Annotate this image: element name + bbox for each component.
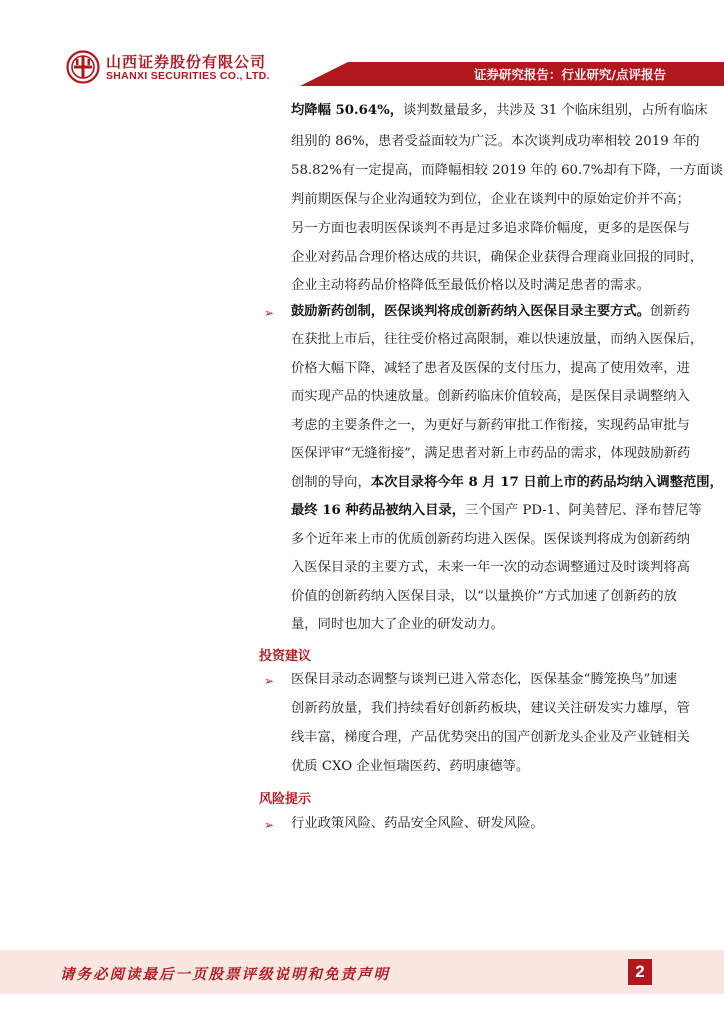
bullet-arrow-icon: ➢ bbox=[264, 306, 275, 320]
text-line: 创新药放量，我们持续看好创新药板块，建议关注研发实力雄厚，管 bbox=[291, 701, 690, 716]
text-line: 医保评审“无缝衔接”，满足患者对新上市药品的需求，体现鼓励新药 bbox=[291, 446, 691, 461]
report-footer bbox=[0, 950, 724, 1024]
bullet-arrow-icon: ➢ bbox=[264, 674, 275, 688]
shanxi-securities-logo-icon bbox=[66, 50, 100, 84]
text-line: 在获批上市后，往往受价格过高限制，难以快速放量，而纳入医保后， bbox=[291, 332, 704, 347]
text-line: 而实现产品的快速放量。创新药临床价值较高，是医保目录调整纳入 bbox=[291, 389, 690, 404]
text-line: 医保目录动态调整与谈判已进入常态化，医保基金“腾笼换鸟”加速 bbox=[291, 672, 677, 687]
text-line: 组别的 86%，患者受益面较为广泛。本次谈判成功率相较 2019 年的 bbox=[291, 134, 700, 149]
section-title-investment: 投资建议 bbox=[259, 649, 312, 664]
text-line: 考虑的主要条件之一，为更好与新药审批工作衔接，实现药品审批与 bbox=[291, 418, 690, 433]
company-name-en: SHANXI SECURITIES CO., LTD. bbox=[106, 70, 270, 82]
text-line: 入医保目录的主要方式，未来一年一次的动态调整通过及时谈判将高 bbox=[291, 560, 690, 575]
text-line: 企业对药品合理价格达成的共识，确保企业获得合理商业回报的同时， bbox=[291, 250, 704, 265]
text-line: 量，同时也加大了企业的研发动力。 bbox=[291, 617, 504, 632]
text-run: 谈判数量最多，共涉及 31 个临床组别，占所有临床 bbox=[403, 103, 708, 118]
text-run: 创制的导向， bbox=[291, 475, 371, 490]
report-type-label: 证券研究报告：行业研究/点评报告 bbox=[473, 67, 666, 82]
text-line: 优质 CXO 企业恒瑞医药、药明康德等。 bbox=[291, 759, 530, 774]
bold-phrase: 鼓励新药创制，医保谈判将成创新药纳入医保目录主要方式。 bbox=[291, 304, 651, 319]
bold-phrase: 最终 16 种药品被纳入目录， bbox=[291, 503, 466, 518]
text-line bbox=[291, 503, 702, 519]
bold-phrase: 均降幅 50.64%， bbox=[291, 103, 404, 118]
text-line: 行业政策风险、药品安全风险、研发风险。 bbox=[291, 816, 544, 831]
text-line bbox=[291, 475, 723, 491]
text-line bbox=[291, 103, 708, 119]
company-name-cn: 山西证券股份有限公司 bbox=[106, 53, 267, 71]
page-number: 2 bbox=[628, 959, 652, 985]
section-title-risk: 风险提示 bbox=[259, 792, 312, 807]
bullet-arrow-icon: ➢ bbox=[264, 818, 275, 832]
disclaimer-text: 请务必阅读最后一页股票评级说明和免责声明 bbox=[60, 966, 390, 983]
report-header bbox=[0, 0, 724, 92]
text-run: 三个国产 PD-1、阿美替尼、泽布替尼等 bbox=[465, 503, 702, 518]
text-run: 创新药 bbox=[650, 304, 690, 319]
text-line bbox=[291, 304, 690, 320]
text-line: 企业主动将药品价格降低至最低价格以及时满足患者的需求。 bbox=[291, 278, 651, 293]
text-line: 另一方面也表明医保谈判不再是过多追求降价幅度，更多的是医保与 bbox=[291, 221, 690, 236]
text-line: 多个近年来上市的优质创新药均进入医保。医保谈判将成为创新药纳 bbox=[291, 532, 690, 547]
text-line: 价格大幅下降，减轻了患者及医保的支付压力，提高了使用效率，进 bbox=[291, 361, 690, 376]
bold-phrase: 本次目录将今年 8 月 17 日前上市的药品均纳入调整范围， bbox=[370, 475, 723, 490]
text-line: 58.82%有一定提高，而降幅相较 2019 年的 60.7%却有下降，一方面谈 bbox=[291, 163, 723, 178]
text-line: 判前期医保与企业沟通较为到位，企业在谈判中的原始定价并不高； bbox=[291, 192, 690, 207]
text-line: 线丰富，梯度合理，产品优势突出的国产创新龙头企业及产业链相关 bbox=[291, 730, 690, 745]
text-line: 价值的创新药纳入医保目录，以“以量换价”方式加速了创新药的放 bbox=[291, 589, 677, 604]
